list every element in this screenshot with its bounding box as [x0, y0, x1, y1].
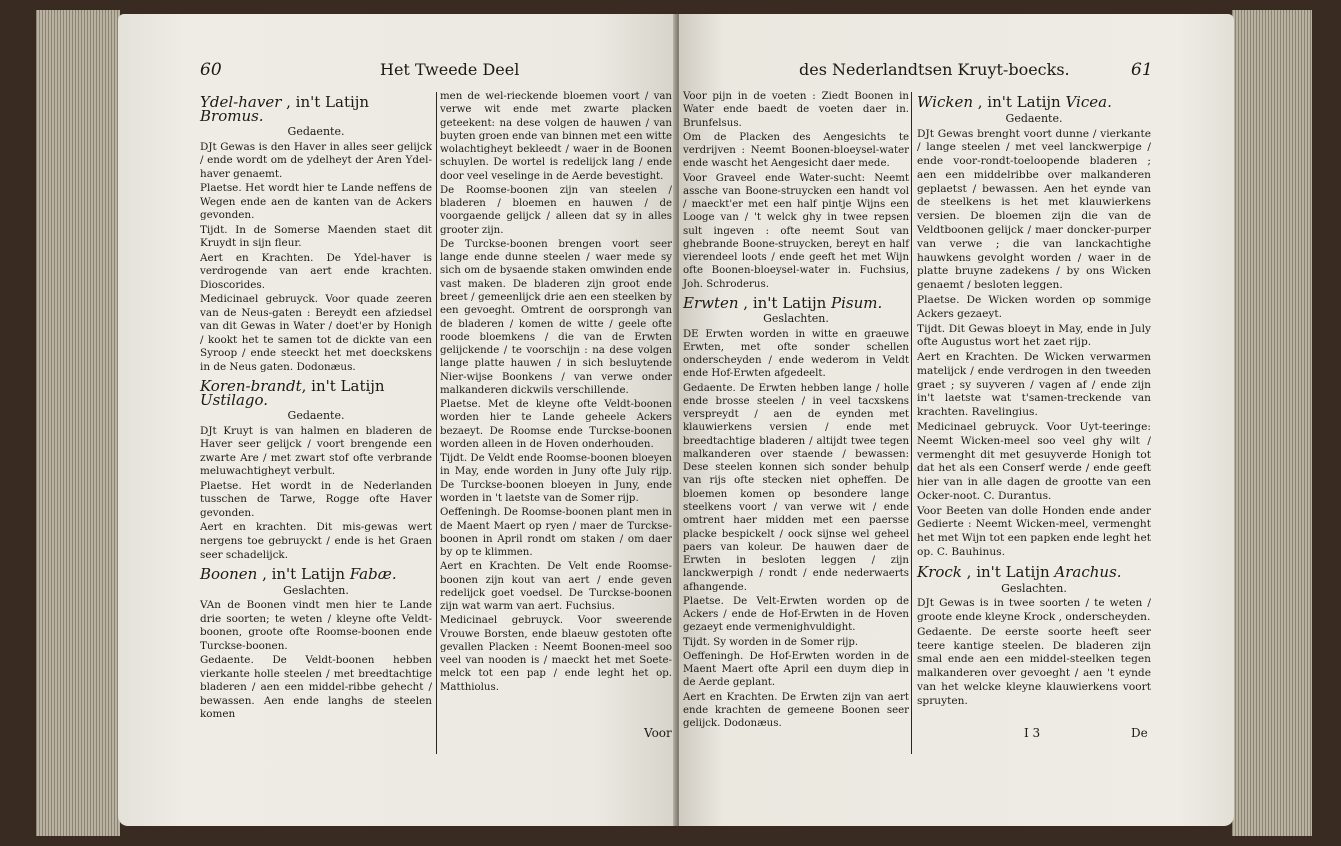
paragraph: Plaetse. De Velt-Erwten worden op de Ackers / ende de Hof-Erwten in de Hoven gezaeyt ende vermenighvuldight.	[683, 595, 909, 634]
section-heading	[917, 93, 1151, 111]
paragraph: Gedaente. De eerste soorte heeft seer teere kantige steelen. De bladeren zijn smal ende aen een middel-steelken tegen malkanderen over gevoeght / aen 't eynde van het welcke kleyne klauwierkens voort spruyten.	[917, 625, 1151, 707]
running-header: Het Tweede Deel	[380, 60, 520, 79]
latin-connector: , in't Latijn	[738, 293, 832, 312]
right-page	[679, 14, 1234, 826]
paragraph: men de wel-rieckende bloemen voort / van verwe wit ende met zwarte placken geteekent: na dese volgen de hauwen / van buyten groen ende van binnen met een witte wolachtigheyt bekleedt / waer in de Boonen schuylen. De wortel is redelijck lang / ende door veel veselinge in de Aerde bevestight.	[440, 91, 672, 182]
plant-name: Boonen	[200, 565, 258, 584]
paragraph: Tijdt. Sy worden in de Somer rijp.	[683, 636, 859, 648]
paragraph: Voor Graveel ende Water-sucht: Neemt assche van Boone-struycken een handt vol / maeckt'er met een half pintje Wijns een Looge van / 't welck ghy in twee repsen sult ingeven : ofte neemt Sout van ghebrande Boone-struycken, bereyt en half vierendeel loots / ende geeft het met Wijn ofte Boonen-bloeysel-water in. Fuchsius, Joh. Schroderus.	[683, 172, 909, 290]
latin-name: Arachus.	[1054, 562, 1122, 581]
subheading: Geslachten.	[763, 312, 829, 326]
latin-connector: , in't Latijn	[961, 562, 1055, 581]
paragraph: De Turckse-boonen brengen voort seer lange ende dunne steelen / waer mede sy sich om de bysaende staken omwinden ende vast maken. De bladeren zijn groot ende breet / gemeenlijck drie aen een steelken by een gevoeght. Omtrent de oorsprongh van de bladeren / komen de witte / geele ofte roode bloemkens / die van de Erwten gelijckende / te voorschijn : na dese volgen lange platte hauwen / in sich besluytende Nier-wijse Boonkens / van verwe onder malkanderen dickwils verschillende.	[440, 238, 672, 396]
latin-connector: , in't Latijn	[257, 565, 350, 584]
paragraph: Gedaente. De Erwten hebben lange / holle ende brosse steelen / in veel tacxskens verspreydt / aen de eynden met klauwierkens versien / ende met breedtachtige bladeren / altijdt twee tegen malkanderen over staende / bewassen: Dese steelen konnen sich sonder behulp van rijs ofte stecken niet opheffen. De bloemen komen op besondere lange steelkens voort / van verwe wit / ende omtrent haer midden met een paersse placke bespickelt / oock sijnse wel geheel paers van koleur. De hauwen daer de Erwten in besloten leggen / zijn lanckwerpigh / rondt / ende nederwaerts afhangende.	[683, 382, 909, 593]
signature-mark: I 3	[1024, 726, 1041, 740]
paragraph: DJt Gewas brenght voort dunne / vierkante / lange steelen / met veel lanckwerpige / ende voor-rondt-toeloopende bladeren ; aen een middelribbe over malkanderen geplaetst / bewassen. Aen het eynde van de steelkens is het met klauwierkens versien. De bloemen zijn die van de Veldtboonen gelijck / maer doncker-purper van verwe ; die van lanckachtighe hauwkens gevolght worden / waer in de platte bruyne zadekens / by ons Wicken genaemt / besloten leggen.	[917, 127, 1151, 292]
paragraph: VAn de Boonen vindt men hier te Lande drie soorten; te weten / kleyne ofte Veldt-boonen, groote ofte Roomse-boonen ende Turckse-boonen.	[200, 599, 432, 652]
paragraph: DJt Gewas is in twee soorten / te weten / groote ende kleyne Krock , onderscheyden.	[917, 597, 1151, 624]
plant-name: Koren-brandt	[200, 377, 302, 396]
paragraph: Medicinael gebruyck. Voor quade zeeren van de Neus-gaten : Bereydt een afziedsel van dit Gewas in Water / doet'er by Honigh / kookt het te samen tot de dickte van een Syroop / ende steeckt het met doeckskens in de Neus gaten. Dodonæus.	[200, 293, 432, 373]
subheading: Gedaente.	[287, 125, 345, 139]
plant-name: Wicken	[917, 93, 973, 111]
paragraph: DE Erwten worden in witte en graeuwe Erwten, met ofte sonder schellen onderscheyden / ende wederom in Veldt ende Hof-Erwten afgedeelt.	[683, 328, 909, 380]
right-page-edges	[1232, 10, 1312, 836]
paragraph: Voor Beeten van dolle Honden ende ander Gedierte : Neemt Wicken-meel, vermenght het met Wijn tot een papken ende leght het op. C. Bauhinus.	[917, 504, 1151, 558]
paragraph: Tijdt. Dit Gewas bloeyt in May, ende in July ofte Augustus wort het zaet rijp.	[917, 322, 1151, 349]
section-heading	[200, 565, 432, 584]
paragraph: Gedaente. De Veldt-boonen hebben vierkante holle steelen / met breedtachtige bladeren / aen een middel-ribbe gehecht / bewassen. Aen ende langhs de steelen komen	[200, 654, 432, 721]
latin-name: Vicea.	[1065, 93, 1112, 111]
section-heading	[200, 93, 432, 125]
paragraph: Medicinael gebruyck. Voor Uyt-teeringe: Neemt Wicken-meel soo veel ghy wilt / vermenght dit met gesuyverde Honigh tot dat het als een Conserf werde / ende geeft hier van in alle dagen de grootte van een Ocker-noot. C. Durantus.	[917, 420, 1151, 502]
paragraph: Om de Placken des Aengesichts te verdrijven : Neemt Boonen-bloeysel-water ende wascht het Aengesicht daer mede.	[683, 131, 909, 170]
text-column-right	[440, 90, 672, 695]
page-number: 61	[1131, 60, 1153, 80]
paragraph: Medicinael gebruyck. Voor sweerende Vrouwe Borsten, ende blaeuw gestoten ofte gevallen Placken : Neemt Boonen-meel soo veel van nooden is / maeckt het met Soete-melck tot een pap / ende leght het op. Matthiolus.	[440, 615, 672, 693]
running-header: des Nederlandtsen Kruyt-boecks.	[799, 60, 1070, 79]
paragraph: Plaetse. Het wordt in de Nederlanden tusschen de Tarwe, Rogge ofte Haver gevonden.	[200, 479, 432, 519]
paragraph: Oeffeningh. De Hof-Erwten worden in de Maent Maert ofte April een duym diep in de Aerde geplant.	[683, 650, 909, 689]
plant-name: Erwten	[683, 293, 739, 312]
paragraph: Oeffeningh. De Roomse-boonen plant men in de Maent Maert op ryen / maer de Turckse-boonen in April rondt om staken / om daer by op te klimmen.	[440, 507, 672, 559]
column-rule	[436, 92, 437, 754]
plant-name: Krock	[917, 562, 962, 581]
subheading: Gedaente.	[1005, 111, 1063, 125]
latin-name: Pisum.	[831, 293, 883, 312]
text-column-right	[917, 90, 1151, 710]
latin-name: Bromus.	[200, 106, 264, 125]
latin-connector: , in't Latijn	[301, 377, 385, 396]
subheading: Geslachten.	[1001, 581, 1067, 595]
section-heading	[200, 377, 432, 409]
paragraph: Voor pijn in de voeten : Ziedt Boonen in Water ende baedt de voeten daer in. Brunfelsus.	[683, 91, 909, 129]
section-heading	[683, 293, 909, 312]
paragraph: De Roomse-boonen zijn van steelen / bladeren / bloemen en hauwen / de voorgaende gelijck / alleen dat sy in alles grooter zijn.	[440, 184, 672, 236]
paragraph: DJt Kruyt is van halmen en bladeren de Haver seer gelijck / voort brengende een zwarte Are / met zwart stof ofte verbrande meluwachtigheyt verbult.	[200, 424, 432, 478]
paragraph: DJt Gewas is den Haver in alles seer gelijck / ende wordt om de ydelheyt der Aren Ydel-haver genaemt.	[200, 140, 432, 180]
text-column-left	[200, 90, 432, 723]
column-rule	[911, 92, 912, 754]
paragraph: Aert en Krachten. De Wicken verwarmen matelijck / ende verdrogen in den tweeden graet ; sy suyveren / vagen af / ende zijn in't laetste wat t'samen-treckende van krachten. Ravelingius.	[917, 351, 1151, 419]
subheading: Geslachten.	[283, 583, 349, 597]
paragraph: Plaetse. De Wicken worden op sommige Ackers gezaeyt.	[917, 293, 1151, 320]
left-page-edges	[36, 10, 120, 836]
subheading: Gedaente.	[287, 409, 345, 423]
text-column-left	[683, 90, 909, 731]
latin-connector: , in't Latijn	[972, 93, 1066, 111]
paragraph: Aert en krachten. Dit mis-gewas wert nergens toe gebruyckt / ende is het Graen seer schadelijck.	[200, 521, 432, 561]
paragraph: Aert en Krachten. De Ydel-haver is verdrogende van aert ende krachten. Dioscorides.	[200, 251, 432, 291]
catchword: Voor	[644, 726, 672, 740]
catchword: De	[1131, 726, 1148, 740]
paragraph: Aert en Krachten. De Velt ende Roomse-boonen zijn kout van aert / ende geven redelijck goet voedsel. De Turckse-boonen zijn wat warm van aert. Fuchsius.	[440, 561, 672, 613]
latin-name: Ustilago.	[200, 390, 269, 409]
plant-name: Ydel-haver	[200, 93, 282, 111]
left-page	[118, 14, 678, 826]
paragraph: Plaetse. Het wordt hier te Lande neffens de Wegen ende aen de kanten van de Ackers gevonden.	[200, 182, 432, 222]
paragraph: Tijdt. De Veldt ende Roomse-boonen bloeyen in May, ende worden in Juny ofte July rijp. De Turckse-boonen bloeyen in Juny, ende worden in 't laetste van de Somer rijp.	[440, 453, 672, 504]
latin-connector: , in't Latijn	[281, 93, 370, 111]
paragraph: Plaetse. Met de kleyne ofte Veldt-boonen worden hier te Lande geheele Ackers bezaeyt. De Roomse ende Turckse-boonen worden alleen in de Hoven onderhouden.	[440, 399, 672, 450]
section-heading	[917, 562, 1151, 581]
latin-name: Fabæ.	[349, 565, 397, 584]
page-number: 60	[200, 60, 222, 80]
paragraph: Aert en Krachten. De Erwten zijn van aert ende krachten de gemeene Boonen seer gelijck. Dodonæus.	[683, 691, 909, 730]
paragraph: Tijdt. In de Somerse Maenden staet dit Kruydt in sijn fleur.	[200, 223, 432, 250]
